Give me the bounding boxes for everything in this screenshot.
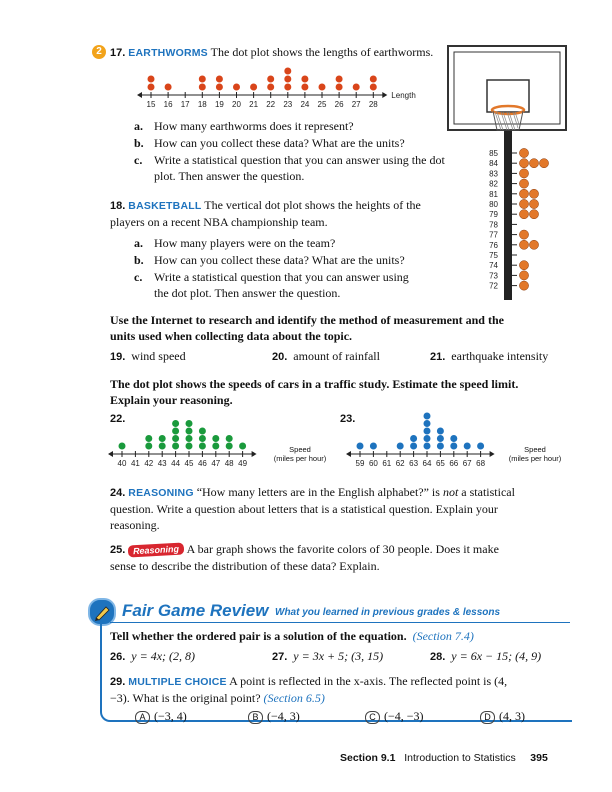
tick-label: 28 (368, 100, 378, 109)
data-dot (148, 84, 155, 91)
tick-label: 62 (395, 459, 405, 468)
data-dot (212, 443, 219, 450)
data-dot (172, 443, 179, 450)
axis-arrow-right (252, 451, 257, 457)
data-dot (250, 84, 257, 91)
data-dot (172, 435, 179, 442)
tick-label: 66 (449, 459, 459, 468)
q17-keyword: EARTHWORMS (128, 47, 208, 59)
fair-game-instruction: Tell whether the ordered pair is a solution of the equation. (110, 629, 407, 643)
tick-label: 76 (489, 240, 498, 250)
basketball-dot (519, 261, 528, 270)
q18-stem (110, 197, 440, 230)
data-dot (216, 76, 223, 83)
tick-label: 68 (476, 459, 486, 468)
reasoning-badge: Reasoning (128, 543, 185, 558)
tick-label: 85 (489, 149, 498, 158)
q18-keyword: BASKETBALL (128, 200, 202, 212)
data-dot (424, 413, 431, 420)
data-dot (199, 435, 206, 442)
q29: 29. MULTIPLE CHOICE A point is reflected in the x-axis. The reflected point is (4, −3). What is the original point? (Section 6.5) (110, 674, 508, 705)
basketball-dot (539, 159, 548, 168)
tick-label: 45 (184, 459, 194, 468)
tick-label: 46 (197, 459, 207, 468)
tick-label: 77 (489, 230, 498, 240)
q17-number: 17. (110, 47, 126, 59)
tick-label: 27 (351, 100, 361, 109)
tick-label: 18 (197, 100, 207, 109)
choice-c[interactable]: C (−4, −3) (365, 708, 424, 724)
data-dot (159, 443, 166, 450)
tick-label: 64 (422, 459, 432, 468)
tick-label: 43 (157, 459, 167, 468)
choice-a[interactable]: A (−3, 4) (135, 708, 187, 724)
footer-title: Introduction to Statistics (404, 752, 516, 764)
tick-label: 40 (117, 459, 127, 468)
basketball-dot (529, 240, 538, 249)
axis-arrow-left (108, 451, 113, 457)
basketball-dot (519, 271, 528, 280)
data-dot (370, 443, 377, 450)
data-dot (357, 443, 364, 450)
basketball-dot (519, 148, 528, 157)
q17-prompt: The dot plot shows the lengths of earthworms. (210, 45, 434, 59)
data-dot (397, 443, 404, 450)
tick-label: 26 (334, 100, 344, 109)
tick-label: 74 (489, 261, 498, 271)
tick-label: 65 (435, 459, 445, 468)
data-dot (145, 435, 152, 442)
q17-part-a: a. How many earthworms does it represent? (134, 119, 354, 133)
data-dot (267, 76, 274, 83)
data-dot (199, 443, 206, 450)
data-dot (199, 76, 206, 83)
footer-section: Section 9.1 (340, 752, 396, 764)
q25: 25. Reasoning A bar graph shows the favorite colors of 30 people. Does it make sense to describe the distribution of these data? Explain. (110, 542, 499, 573)
choice-d[interactable]: D (4, 3) (480, 708, 525, 724)
axis-arrow-right (382, 92, 387, 98)
tick-label: 15 (146, 100, 156, 109)
internet-instruction: Use the Internet to research and identify the method of measurement and the units used when collecting data about the topic. (110, 313, 504, 343)
data-dot (319, 84, 326, 91)
tick-label: 73 (489, 271, 498, 281)
q29-number: 29. (110, 676, 126, 688)
earthworm-dot-plot (125, 62, 445, 112)
tick-label: 61 (382, 459, 392, 468)
q17-part-b: b. How can you collect these data? What are the units? (134, 136, 405, 150)
basketball-dot (519, 159, 528, 168)
data-dot (186, 428, 193, 435)
tick-label: 22 (266, 100, 276, 109)
q26: 26. y = 4x; (2, 8) (110, 649, 196, 663)
data-dot (450, 443, 457, 450)
data-dot (119, 443, 126, 450)
axis-arrow-left (137, 92, 142, 98)
data-dot (267, 84, 274, 91)
data-dot (145, 443, 152, 450)
basketball-dot (519, 210, 528, 219)
basketball-hoop-plot (440, 40, 575, 310)
data-dot (424, 443, 431, 450)
basketball-dot (519, 230, 528, 239)
q18-number: 18. (110, 200, 126, 212)
data-dot (186, 420, 193, 427)
data-dot (148, 76, 155, 83)
tick-label: 41 (130, 459, 140, 468)
tick-label: 75 (489, 251, 498, 260)
data-dot (437, 435, 444, 442)
fair-game-instruction-line (110, 628, 570, 644)
tick-label: 24 (300, 100, 310, 109)
footer (340, 752, 548, 764)
data-dot (370, 84, 377, 91)
tick-label: 81 (489, 189, 498, 199)
data-dot (450, 435, 457, 442)
data-dot (437, 443, 444, 450)
tick-label: 17 (180, 100, 190, 109)
q24: 24. REASONING “How many letters are in the English alphabet?” is not a statistical question. Write a question about letters that is a statistical question. Explain your reasoning. (110, 485, 515, 532)
tick-label: 16 (163, 100, 173, 109)
speed-instruction: The dot plot shows the speeds of cars in a traffic study. Estimate the speed limit. Explain your reasoning. (110, 377, 519, 407)
q19: 19. wind speed (110, 349, 186, 363)
tick-label: 83 (489, 169, 498, 179)
tick-label: 21 (249, 100, 259, 109)
data-dot (186, 435, 193, 442)
tick-label: 79 (489, 210, 498, 220)
data-dot (212, 435, 219, 442)
data-dot (464, 443, 471, 450)
data-dot (159, 435, 166, 442)
data-dot (172, 420, 179, 427)
data-dot (424, 420, 431, 427)
data-dot (424, 435, 431, 442)
tick-label: 44 (171, 459, 181, 468)
section-ref-6-5: (Section 6.5) (263, 691, 325, 705)
basketball-dot (529, 189, 538, 198)
q28: 28. y = 6x − 15; (4, 9) (430, 649, 542, 663)
data-dot (172, 428, 179, 435)
basketball-dot (529, 159, 538, 168)
tick-label: 20 (232, 100, 241, 109)
tick-label: 82 (489, 179, 498, 189)
data-dot (410, 435, 417, 442)
data-dot (410, 443, 417, 450)
data-dot (199, 84, 206, 91)
tick-label: 84 (489, 159, 498, 169)
q21: 21. earthquake intensity (430, 349, 549, 363)
tick-label: 19 (214, 100, 224, 109)
data-dot (284, 68, 291, 75)
data-dot (284, 84, 291, 91)
fair-game-divider (110, 622, 570, 623)
tick-label: 48 (224, 459, 234, 468)
basketball-dot (519, 240, 528, 249)
q24-number: 24. (110, 487, 126, 499)
tick-label: 42 (144, 459, 154, 468)
q24-keyword: REASONING (128, 487, 194, 499)
q27: 27. y = 3x + 5; (3, 15) (272, 649, 384, 663)
data-dot (301, 76, 308, 83)
axis-arrow-right (490, 451, 495, 457)
data-dot (239, 443, 246, 450)
tick-label: 60 (368, 459, 378, 468)
speed-dot-plot-23 (340, 408, 510, 474)
page-number: 395 (530, 752, 548, 764)
data-dot (370, 76, 377, 83)
q17-part-c: c. Write a statistical question that you can answer using the dot plot. Then answer the question. (134, 153, 445, 183)
fair-game-subtitle: What you learned in previous grades & lessons (275, 607, 501, 618)
data-dot (424, 428, 431, 435)
tick-label: 78 (489, 220, 498, 230)
data-dot (437, 428, 444, 435)
data-dot (165, 84, 172, 91)
q22-number: 22. (110, 413, 126, 425)
q17-difficulty-badge: 2 (92, 45, 106, 59)
q20: 20. amount of rainfall (272, 349, 380, 363)
basketball-dot (519, 281, 528, 290)
fair-game-title: Fair Game Review (122, 601, 269, 620)
basketball-dot (519, 179, 528, 188)
data-dot (199, 428, 206, 435)
data-dot (226, 435, 233, 442)
tick-label: 80 (489, 200, 498, 209)
tick-label: 25 (317, 100, 327, 109)
axis-arrow-left (346, 451, 351, 457)
q29-keyword: MULTIPLE CHOICE (128, 676, 227, 688)
tick-label: 49 (238, 459, 248, 468)
q17-stem (110, 44, 470, 61)
tick-label: 63 (409, 459, 419, 468)
tick-label: 59 (355, 459, 365, 468)
q23-number: 23. (340, 413, 356, 425)
data-dot (216, 84, 223, 91)
tick-label: 72 (489, 281, 498, 291)
speed-dot-plot-22 (108, 414, 308, 474)
q18-part-a: a. How many players were on the team? (134, 236, 336, 250)
choice-b[interactable]: B (−4, 3) (248, 708, 300, 724)
data-dot (284, 76, 291, 83)
axis-label: Length (391, 91, 416, 100)
data-dot (226, 443, 233, 450)
q23-axis-label: Speed (miles per hour) (508, 445, 562, 463)
data-dot (233, 84, 240, 91)
basketball-dot (529, 210, 538, 219)
data-dot (336, 84, 343, 91)
data-dot (301, 84, 308, 91)
data-dot (336, 76, 343, 83)
section-ref-7-4: (Section 7.4) (412, 629, 474, 643)
tick-label: 23 (283, 100, 293, 109)
q18-part-c: c. Write a statistical question that you can answer using the dot plot. Then answer the question. (134, 270, 409, 300)
q18-part-b: b. How can you collect these data? What are the units? (134, 253, 405, 267)
basketball-dot (529, 199, 538, 208)
basketball-dot (519, 169, 528, 178)
basketball-dot (519, 199, 528, 208)
data-dot (477, 443, 484, 450)
q18-prompt: The vertical dot plot shows the heights of the players on a recent NBA championship team. (110, 198, 421, 229)
tick-label: 47 (211, 459, 221, 468)
q25-number: 25. (110, 544, 126, 556)
tick-label: 67 (462, 459, 472, 468)
q22-axis-label: Speed (miles per hour) (273, 445, 327, 463)
data-dot (186, 443, 193, 450)
basketball-dot (519, 189, 528, 198)
data-dot (353, 84, 360, 91)
